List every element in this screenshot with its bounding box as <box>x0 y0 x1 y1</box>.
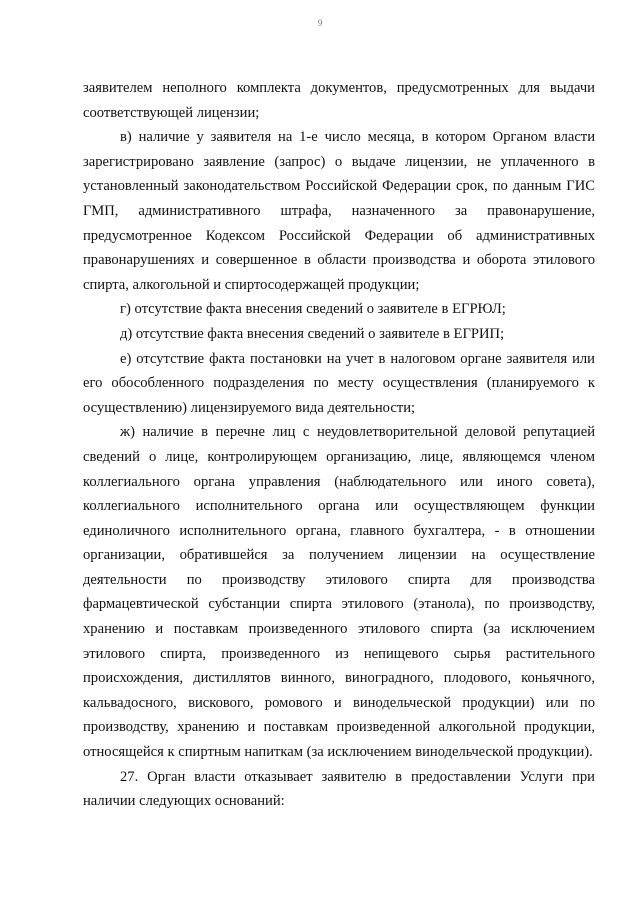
document-body <box>83 76 595 814</box>
paragraph-continuation: заявителем неполного комплекта документов, предусмотренных для выдачи соответствующей лицензии; <box>83 80 595 121</box>
paragraph-item-d: д) отсутствие факта внесения сведений о заявителе в ЕГРИП; <box>120 325 505 342</box>
paragraph-item-g: г) отсутствие факта внесения сведений о заявителе в ЕГРЮЛ; <box>120 301 506 318</box>
paragraph-item-zh: ж) наличие в перечне лиц с неудовлетворительной деловой репутацией сведений о лице, контролирующем организацию, лице, являющемся членом коллегиального органа управления (наблюдательного или иного совета), коллегиального исполнительного органа или осуществляющем функции единоличного исполнительного органа, главного бухгалтера, - в отношении организации, обратившейся за получением лицензии на осуществление деятельности по производству этилового спирта для производства фармацевтической субстанции спирта этилового (этанола), по производству, хранению и поставкам произведенного этилового спирта (за исключением этилового спирта, произведенного из непищевого сырья растительного происхождения, дистиллятов винного, виноградного, плодового, коньячного, кальвадосного, вискового, ромового и винодельческой продукции) или по производству, хранению и поставкам произведенной алкогольной продукции, относящейся к спиртным напиткам (за исключением винодельческой продукции). <box>83 424 595 761</box>
paragraph-item-v: в) наличие у заявителя на 1-е число месяца, в котором Органом власти зарегистрировано заявление (запрос) о выдаче лицензии, не уплаченного в установленный законодательством Российской Федерации срок, по данным ГИС ГМП, административного штрафа, назначенного за правонарушение, предусмотренное Кодексом Российской Федерации об административных правонарушениях и совершенное в области производства и оборота этилового спирта, алкогольной и спиртосодержащей продукции; <box>83 129 595 293</box>
paragraph-27: 27. Орган власти отказывает заявителю в предоставлении Услуги при наличии следующих оснований: <box>83 768 595 810</box>
paragraph-item-e: е) отсутствие факта постановки на учет в налоговом органе заявителя или его обособленного подразделения по месту осуществления (планируемого к осуществлению) лицензируемого вида деятельности; <box>83 350 595 416</box>
page-number: 9 <box>317 18 323 28</box>
